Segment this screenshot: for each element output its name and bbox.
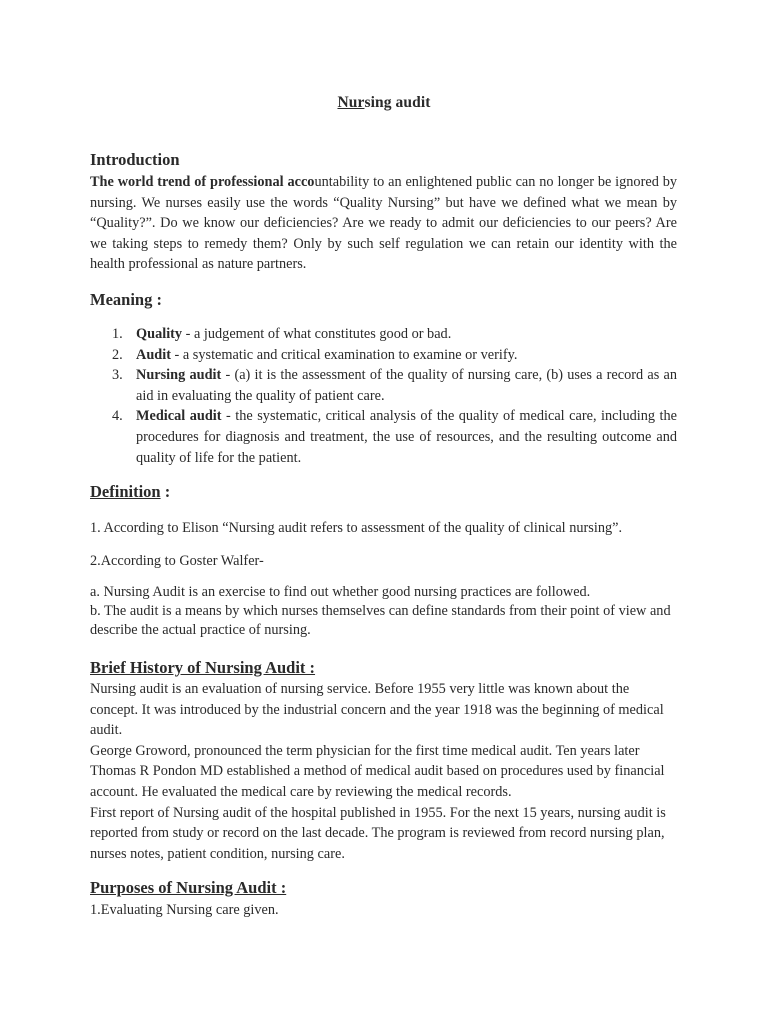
- purposes-line-1: 1.Evaluating Nursing care given.: [90, 902, 279, 918]
- list-item-term: Quality: [136, 326, 183, 342]
- list-item-text: - a systematic and critical examination to examine or verify.: [170, 346, 518, 363]
- list-item-term: Medical audit: [136, 408, 222, 425]
- list-item: [90, 324, 677, 345]
- definition-points: [90, 583, 677, 640]
- title-underlined-part: Nur: [337, 94, 365, 111]
- definition-point-b: b. The audit is a means by which nurses themselves can define standards from their point of view and describe the actual practice of nursing.: [90, 603, 671, 638]
- meaning-heading: Meaning :: [90, 290, 162, 309]
- history-paragraph-2: George Groword, pronounced the term physician for the first time medical audit. Ten years later Thomas R Pondon MD established a method of medical audit based on procedures used by financial account. He evaluated the medical care by reviewing the medical records.: [90, 742, 665, 800]
- list-item-number: 3.: [112, 367, 123, 384]
- definition-heading: [90, 482, 170, 502]
- page-title: [0, 94, 768, 112]
- list-item-text: - a judgement of what constitutes good or bad.: [182, 326, 452, 342]
- list-item: [90, 365, 677, 406]
- title-rest: sing audit: [364, 94, 431, 111]
- definition-line-1: 1. According to Elison “Nursing audit refers to assessment of the quality of clinical nursing”.: [90, 520, 623, 536]
- definition-heading-suffix: :: [160, 482, 171, 501]
- list-item-number: 4.: [112, 408, 123, 425]
- list-item-number: 1.: [112, 326, 123, 342]
- purposes-heading: Purposes of Nursing Audit :: [90, 878, 287, 897]
- list-item-term: Audit: [136, 346, 171, 363]
- list-item-term: Nursing audit: [136, 367, 222, 384]
- introduction-text: untability to an enlightened public can no longer be ignored by nursing. We nurses easily use the words “Quality Nursing” but have we defined what we mean by “Quality?”. Do we know our deficiencies? Are we ready to admit our deficiencies to our peers? Are we taking steps to remedy them? Only by such self regulation we can retain our identity with the health professional as nature partners.: [90, 174, 677, 273]
- introduction-paragraph: [90, 172, 677, 275]
- definition-point-a: a. Nursing Audit is an exercise to find out whether good nursing practices are followed.: [90, 584, 591, 600]
- definition-line-2: 2.According to Goster Walfer-: [90, 553, 264, 569]
- list-item: [90, 345, 677, 366]
- list-item-number: 2.: [112, 346, 123, 363]
- list-item-text: - the systematic, critical analysis of the quality of medical care, including the procedures for diagnosis and treatment, the use of resources, and the resulting outcome and quality of life for the patient.: [136, 408, 677, 466]
- meaning-list: [90, 324, 677, 468]
- history-paragraph-1: Nursing audit is an evaluation of nursing service. Before 1955 very little was known about the concept. It was introduced by the industrial concern and the year 1918 was the beginning of medical audit.: [90, 681, 664, 739]
- history-paragraph-3: First report of Nursing audit of the hospital published in 1955. For the next 15 years, nursing audit is reported from study or record on the last decade. The program is reviewed from record nursing plan, nurses notes, patient condition, nursing care.: [90, 804, 666, 862]
- definition-heading-text: Definition: [90, 482, 161, 501]
- history-heading: Brief History of Nursing Audit :: [90, 658, 316, 677]
- list-item-text: - (a) it is the assessment of the quality of nursing care, (b) uses a record as an aid in evaluating the quality of patient care.: [136, 367, 677, 404]
- history-paragraphs: [90, 679, 677, 864]
- list-item: [90, 406, 677, 468]
- introduction-heading: Introduction: [90, 150, 180, 169]
- introduction-bold-lead: The world trend of professional acco: [90, 174, 315, 190]
